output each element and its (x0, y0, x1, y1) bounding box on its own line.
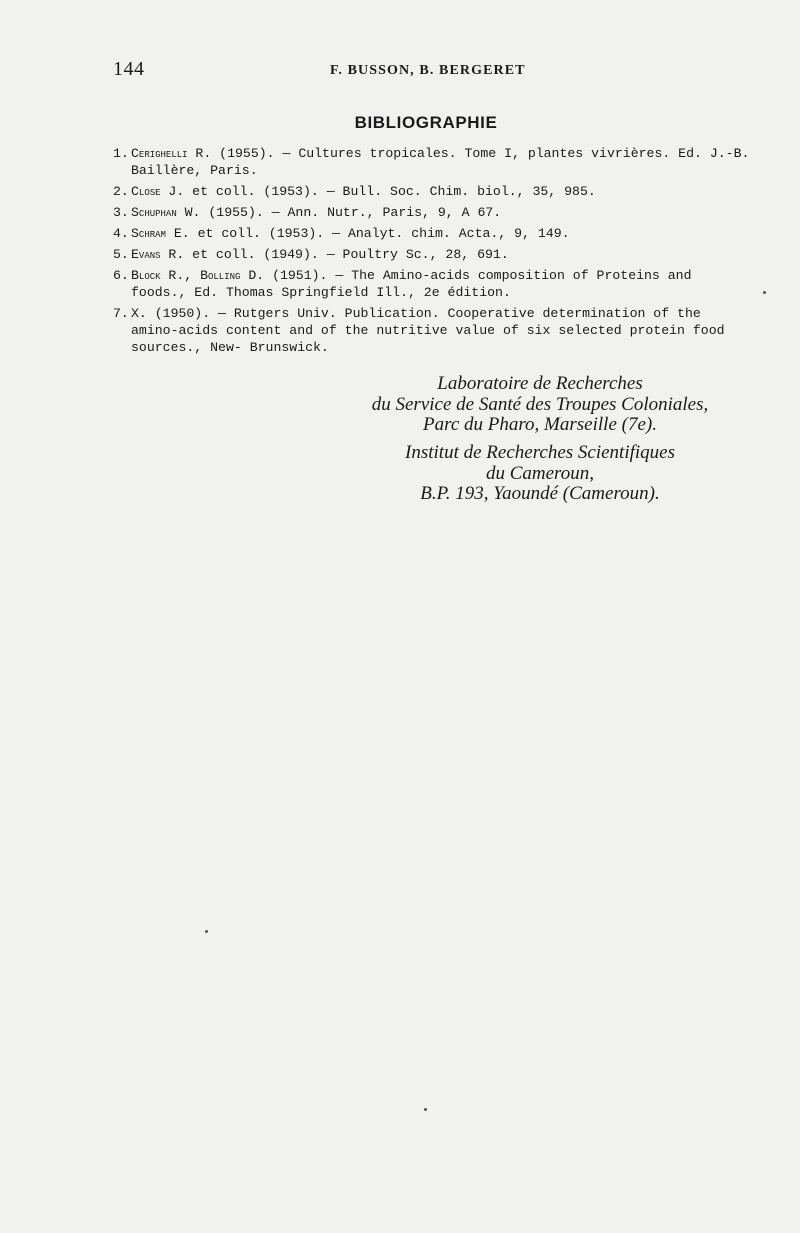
reference-number: 5. (113, 247, 129, 262)
reference-text: (1955). — Ann. Nutr., Paris, 9, A 67. (200, 205, 502, 220)
affiliation-line: Parc du Pharo, Marseille (7e). (423, 414, 657, 435)
reference-item (113, 145, 751, 179)
affiliation-line: du Service de Santé des Troupes Coloniales, (371, 393, 709, 415)
scan-speck (205, 930, 208, 933)
affiliation-line: Institut de Recherches Scientifiques (405, 442, 675, 463)
reference-text: et coll. (1953). — Bull. Soc. Chim. biol., 35, 985. (184, 184, 596, 199)
section-title: BIBLIOGRAPHIE (354, 113, 498, 132)
reference-text: (1951). — The Amino-acids composition of Proteins and foods., Ed. Thomas Springfield Ill., 2e édition. (131, 268, 692, 300)
reference-author: Schuphan W. (131, 205, 201, 220)
reference-item (113, 183, 751, 200)
reference-item (113, 225, 751, 242)
reference-item (113, 246, 751, 263)
affiliation-line: Laboratoire de Recherches (437, 373, 643, 394)
reference-text: et coll. (1949). — Poultry Sc., 28, 691. (184, 247, 509, 262)
reference-list (113, 145, 751, 360)
reference-author: Schram E. (131, 226, 190, 241)
running-head: F. BUSSON, B. BERGERET (330, 63, 526, 78)
reference-number: 2. (113, 184, 129, 199)
affiliation-line: du Cameroun, (485, 462, 595, 484)
affiliation-cameroun (330, 443, 750, 505)
reference-author: Cerighelli R. (131, 146, 212, 161)
reference-number: 4. (113, 226, 129, 241)
reference-item (113, 305, 751, 356)
affiliation-marseille (330, 374, 750, 436)
scan-speck (763, 291, 766, 294)
reference-author: Evans R. (131, 247, 185, 262)
page-number: 144 (113, 58, 145, 80)
affiliation-line: B.P. 193, Yaoundé (Cameroun). (420, 483, 660, 504)
reference-number: 3. (113, 205, 129, 220)
reference-text: et coll. (1953). — Analyt. chim. Acta., 9, 149. (189, 226, 570, 241)
reference-number: 1. (113, 146, 129, 161)
reference-item (113, 204, 751, 221)
scan-speck (424, 1108, 427, 1111)
reference-author: X. (131, 306, 147, 321)
reference-author: Close J. (131, 184, 185, 199)
reference-text: (1955). — Cultures tropicales. Tome I, plantes vivrières. Ed. J.-B. Baillère, Paris. (131, 146, 750, 178)
reference-item (113, 267, 751, 301)
reference-number: 7. (113, 306, 129, 321)
reference-author: Block R., Bolling D. (131, 268, 265, 283)
reference-number: 6. (113, 268, 129, 283)
reference-text: (1950). — Rutgers Univ. Publication. Cooperative determination of the amino-acids content and of the nutritive value of six selected protein food sources., New- Brunswick. (131, 306, 725, 355)
